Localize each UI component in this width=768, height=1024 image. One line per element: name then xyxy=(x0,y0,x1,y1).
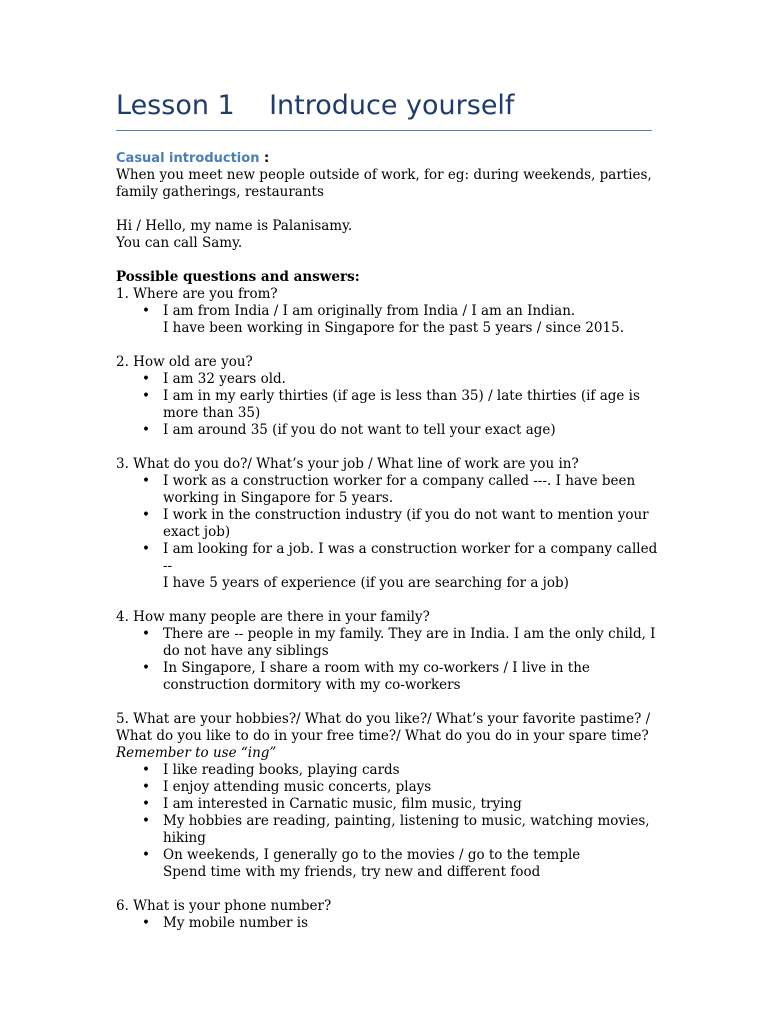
spacer xyxy=(116,252,664,269)
bullet-icon: • xyxy=(142,371,150,387)
spacer xyxy=(116,337,664,354)
answer-continuation: I have been working in Singapore for the past 5 years / since 2015. xyxy=(163,320,624,336)
answer-continuation: more than 35) xyxy=(163,405,261,421)
question-5-note: Remember to use “ing” xyxy=(116,745,277,761)
question-2: 2. How old are you? xyxy=(116,354,253,370)
answer-item xyxy=(116,473,664,507)
question-6: 6. What is your phone number? xyxy=(116,898,332,914)
question-1: 1. Where are you from? xyxy=(116,286,278,302)
answer-item xyxy=(116,626,664,660)
casual-intro-heading xyxy=(116,150,664,167)
bullet-icon: • xyxy=(142,388,150,404)
answer-continuation: I have 5 years of experience (if you are searching for a job) xyxy=(163,575,569,591)
question-3: 3. What do you do?/ What’s your job / What line of work are you in? xyxy=(116,456,579,472)
answers-1 xyxy=(116,303,664,320)
spacer xyxy=(116,881,664,898)
answer-continuation: construction dormitory with my co-workers xyxy=(163,677,461,693)
answer-line: I like reading books, playing cards xyxy=(163,762,400,778)
bullet-icon: • xyxy=(142,813,150,829)
answer-line: I am in my early thirties (if age is less than 35) / late thirties (if age is xyxy=(163,388,640,404)
bullet-icon: • xyxy=(142,779,150,795)
answer-line: I am 32 years old. xyxy=(163,371,286,387)
bullet-icon: • xyxy=(142,422,150,438)
bullet-icon: • xyxy=(142,847,150,863)
answer-line: My mobile number is xyxy=(163,915,309,931)
answer-continuation: exact job) xyxy=(163,524,231,540)
answer-item xyxy=(116,762,664,779)
bullet-icon: • xyxy=(142,303,150,319)
answer-item xyxy=(116,847,664,881)
spacer xyxy=(116,201,664,218)
answer-item xyxy=(116,660,664,694)
answers-2 xyxy=(116,371,664,439)
spacer xyxy=(116,694,664,711)
bullet-icon: • xyxy=(142,660,150,676)
casual-desc-line-2: family gatherings, restaurants xyxy=(116,184,324,200)
spacer xyxy=(116,592,664,609)
bullet-icon: • xyxy=(142,507,150,523)
answers-3 xyxy=(116,473,664,592)
answer-continuation: hiking xyxy=(163,830,206,846)
answers-4 xyxy=(116,626,664,694)
casual-intro-colon: : xyxy=(259,151,270,166)
lesson-topic: Introduce yourself xyxy=(269,90,515,121)
answer-line: I work as a construction worker for a company called ---. I have been xyxy=(163,473,636,489)
answer-item xyxy=(116,796,664,813)
question-4: 4. How many people are there in your family? xyxy=(116,609,430,625)
bullet-icon: • xyxy=(142,762,150,778)
casual-intro-label: Casual introduction xyxy=(116,151,260,166)
bullet-icon: • xyxy=(142,473,150,489)
bullet-icon: • xyxy=(142,796,150,812)
answer-line: I am from India / I am originally from India / I am an Indian. xyxy=(163,303,576,319)
answer-line: I enjoy attending music concerts, plays xyxy=(163,779,432,795)
qa-heading: Possible questions and answers: xyxy=(116,269,360,285)
answer-item xyxy=(116,371,664,388)
question-5-line-1: 5. What are your hobbies?/ What do you like?/ What’s your favorite pastime? / xyxy=(116,711,651,727)
greeting-line-2: You can call Samy. xyxy=(116,235,243,251)
question-5-line-2: What do you like to do in your free time?/ What do you do in your spare time? xyxy=(116,728,649,744)
answer-item xyxy=(116,303,664,320)
answer-item xyxy=(116,915,664,932)
spacer xyxy=(116,439,664,456)
answer-continuation: Spend time with my friends, try new and different food xyxy=(163,864,541,880)
answer-line: I am looking for a job. I was a construction worker for a company called -- xyxy=(163,541,658,574)
answer-line: I am interested in Carnatic music, film music, trying xyxy=(163,796,522,812)
answer-continuation: do not have any siblings xyxy=(163,643,329,659)
answer-item xyxy=(116,507,664,541)
answer-item xyxy=(116,541,664,592)
answer-line: On weekends, I generally go to the movies / go to the temple xyxy=(163,847,581,863)
answers-6 xyxy=(116,915,664,932)
answer-line: I work in the construction industry (if you do not want to mention your xyxy=(163,507,649,523)
answer-item xyxy=(116,388,664,422)
answer-line: In Singapore, I share a room with my co-workers / I live in the xyxy=(163,660,590,676)
answer-line: There are -- people in my family. They are in India. I am the only child, I xyxy=(163,626,656,642)
title-underline xyxy=(116,130,652,131)
bullet-icon: • xyxy=(142,626,150,642)
greeting-line-1: Hi / Hello, my name is Palanisamy. xyxy=(116,218,353,234)
answer-item xyxy=(116,422,664,439)
answer-line: My hobbies are reading, painting, listening to music, watching movies, xyxy=(163,813,650,829)
answer-line: I am around 35 (if you do not want to tell your exact age) xyxy=(163,422,556,438)
answer-item xyxy=(116,779,664,796)
document-body xyxy=(116,150,664,932)
bullet-icon: • xyxy=(142,915,150,931)
lesson-title xyxy=(116,88,514,124)
answers-5 xyxy=(116,762,664,881)
answer-item xyxy=(116,813,664,847)
casual-desc-line-1: When you meet new people outside of work, for eg: during weekends, parties, xyxy=(116,167,652,183)
bullet-icon: • xyxy=(142,541,150,557)
lesson-number: Lesson 1 xyxy=(116,90,235,121)
answer-continuation: working in Singapore for 5 years. xyxy=(163,490,394,506)
